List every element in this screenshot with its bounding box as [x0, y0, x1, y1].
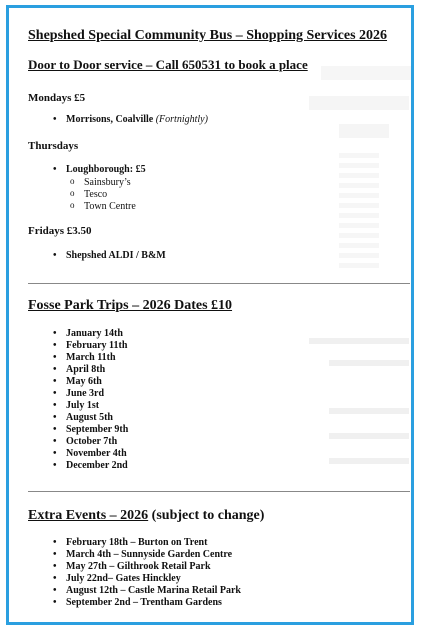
booking-subtitle: Door to Door service – Call 650531 to book a place — [28, 57, 308, 72]
fosse-park-title — [28, 298, 232, 314]
section-divider — [28, 491, 410, 492]
fosse-date: • January 14th — [66, 328, 123, 339]
bleed-through-mark — [309, 96, 409, 110]
thursday-subitem: o Town Centre — [84, 201, 136, 212]
thursday-item: • Loughborough: £5 — [66, 164, 146, 175]
extra-event: • September 2nd – Trentham Gardens — [66, 597, 222, 608]
extra-events-title — [28, 508, 264, 524]
fosse-date: • July 1st — [66, 400, 99, 411]
monday-heading: Mondays £5 — [28, 92, 86, 104]
fosse-park-title-text: Fosse Park Trips – 2026 Dates £10 — [28, 298, 233, 313]
section-divider — [28, 283, 410, 284]
monday-item-note: (Fortnightly) — [155, 114, 208, 125]
fosse-date: • April 8th — [66, 364, 105, 375]
extra-event: • May 27th – Gilthrook Retail Park — [66, 561, 211, 572]
bleed-through-mark — [329, 458, 409, 464]
thursday-subitem: o Tesco — [84, 189, 107, 200]
thursday-subitem: o Sainsbury’s — [84, 177, 131, 188]
bleed-through-mark — [329, 433, 409, 439]
fosse-date: • October 7th — [66, 436, 117, 447]
fosse-date: • August 5th — [66, 412, 113, 423]
extra-event: • July 22nd– Gates Hinckley — [66, 573, 181, 584]
friday-heading: Fridays £3.50 — [28, 225, 92, 237]
monday-item — [66, 114, 208, 125]
fosse-date: • May 6th — [66, 376, 102, 387]
page-title: Shepshed Special Community Bus – Shopping Services 2026 — [28, 28, 388, 43]
extra-event: • February 18th – Burton on Trent — [66, 537, 207, 548]
extra-event: • March 4th – Sunnyside Garden Centre — [66, 549, 232, 560]
friday-item: • Shepshed ALDI / B&M — [66, 250, 166, 261]
extra-events-title-suffix: (subject to change) — [148, 508, 265, 523]
fosse-date: • November 4th — [66, 448, 127, 459]
bleed-through-mark — [321, 66, 411, 80]
extra-event: • August 12th – Castle Marina Retail Park — [66, 585, 241, 596]
bleed-through-mark — [329, 360, 409, 366]
fosse-date: • February 11th — [66, 340, 127, 351]
bleed-through-mark — [339, 124, 389, 138]
monday-item-label: Morrisons, Coalville — [66, 114, 154, 125]
bleed-through-mark — [329, 408, 409, 414]
bleed-through-mark — [309, 338, 409, 344]
fosse-date: • June 3rd — [66, 388, 104, 399]
fosse-date: • March 11th — [66, 352, 116, 363]
fosse-date: • September 9th — [66, 424, 128, 435]
extra-events-title-text: Extra Events – 2026 — [28, 508, 149, 523]
fosse-date: • December 2nd — [66, 460, 128, 471]
thursday-heading: Thursdays — [28, 140, 79, 152]
bleed-through-mark — [339, 153, 379, 273]
